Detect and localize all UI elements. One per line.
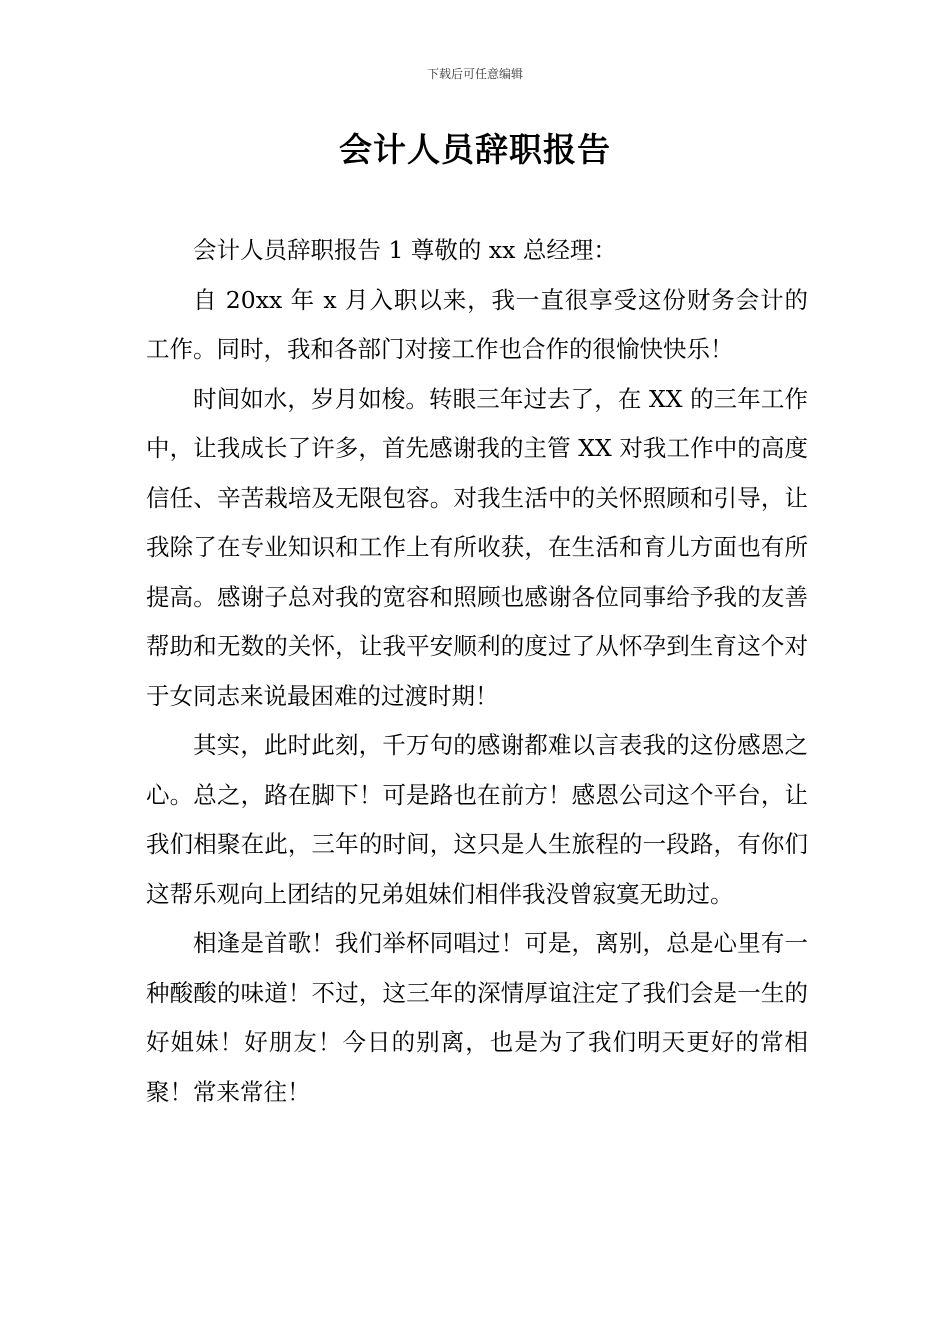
paragraph-farewell: 相逢是首歌！我们举杯同唱过！可是，离别，总是心里有一种酸酸的味道！不过，这三年的深情厚谊注定了我们会是一生的好姐妹！好朋友！今日的别离，也是为了我们明天更好的常相聚！常来常往！: [146, 929, 808, 1106]
paragraph-gratitude: 时间如水，岁月如梭。转眼三年过去了，在 XX 的三年工作中，让我成长了许多，首先感谢我的主管 XX 对我工作中的高度信任、辛苦栽培及无限包容。对我生活中的关怀照顾和引导，让我除了在专业知识和工作上有所收获，在生活和育儿方面也有所提高。感谢子总对我的宽容和照顾也感谢各位同事给予我的友善帮助和无数的关怀，让我平安顺利的度过了从怀孕到生育这个对于女同志来说最困难的过渡时期！: [146, 384, 808, 710]
document-body: [146, 226, 808, 1117]
paragraph-reflection: 其实，此时此刻，千万句的感谢都难以言表我的这份感恩之心。总之，路在脚下！可是路也在前方！感恩公司这个平台，让我们相聚在此，三年的时间，这只是人生旅程的一段路，有你们这帮乐观向上团结的兄弟姐妹们相伴我没曾寂寞无助过。: [146, 731, 808, 908]
paragraph-salutation: 会计人员辞职报告 1 尊敬的 xx 总经理：: [193, 236, 617, 264]
paragraph-intro: 自 20xx 年 x 月入职以来，我一直很享受这份财务会计的工作。同时，我和各部门对接工作也合作的很愉快快乐！: [146, 285, 808, 363]
header-note: 下载后可任意编辑: [426, 67, 523, 81]
document-title: 会计人员辞职报告: [339, 130, 611, 169]
